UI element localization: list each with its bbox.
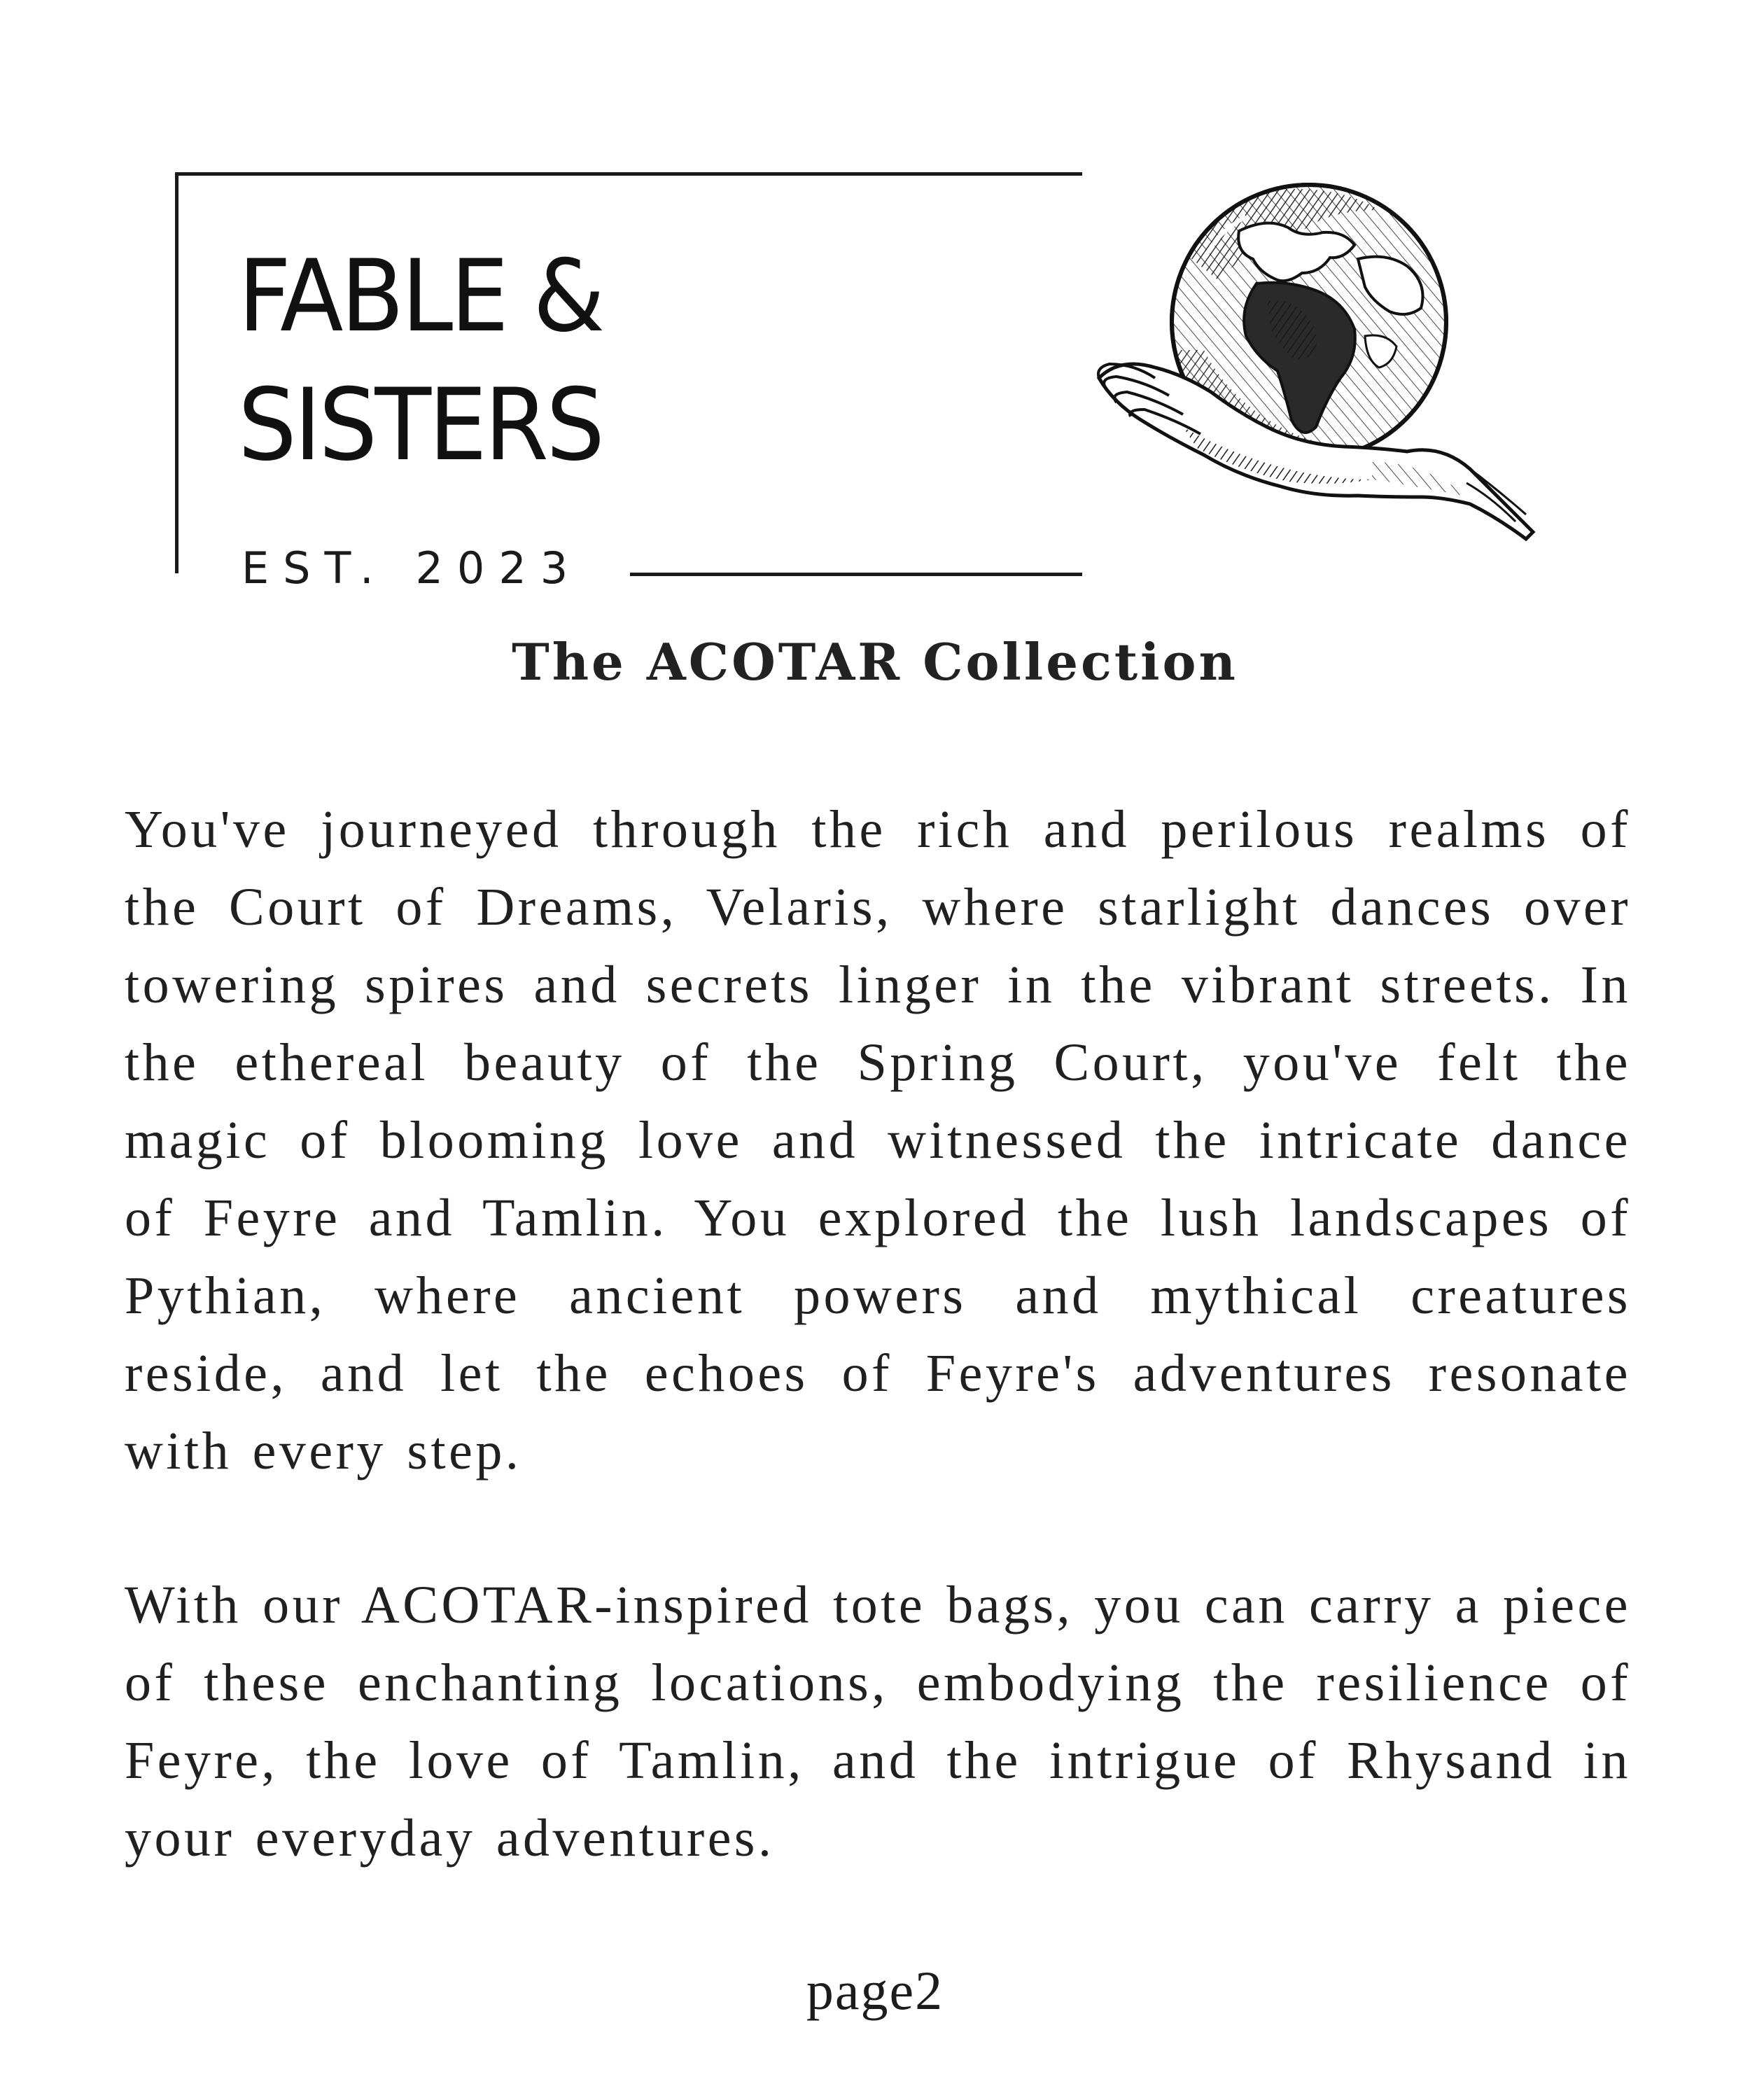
brand-logo <box>175 172 1085 594</box>
brand-name-line-1: FABLE & <box>238 239 603 354</box>
logo-frame-top-line <box>175 172 1082 176</box>
established-year: EST. 2023 <box>241 542 582 594</box>
intro-paragraph: You've journeyed through the rich and perilous realms of the Court of Dreams, Velaris, where starlight dances over towering spires and secrets linger in the vibrant streets. In the ethereal beauty of the Spring Court, you've felt the magic of blooming love and witnessed the intricate dance of Feyre and Tamlin. You explored the lush landscapes of Pythian, where ancient powers and mythical creatures reside, and let the echoes of Feyre's adventures resonate with every step. <box>125 800 1631 1480</box>
collection-title: The ACOTAR Collection <box>512 632 1238 692</box>
globe-in-hand-icon <box>1078 168 1554 588</box>
logo-frame-bottom-line <box>630 573 1082 576</box>
tote-bag-paragraph: With our ACOTAR-inspired tote bags, you can carry a piece of these enchanting locations, embodying the resilience of Feyre, the love of Tamlin, and the intrigue of Rhysand in your everyday adventures. <box>125 1576 1631 1868</box>
brand-name-line-2: SISTERS <box>238 368 603 483</box>
logo-frame-left-line <box>175 172 178 573</box>
page-number: page2 <box>806 1960 944 2021</box>
brand-name <box>238 232 603 490</box>
